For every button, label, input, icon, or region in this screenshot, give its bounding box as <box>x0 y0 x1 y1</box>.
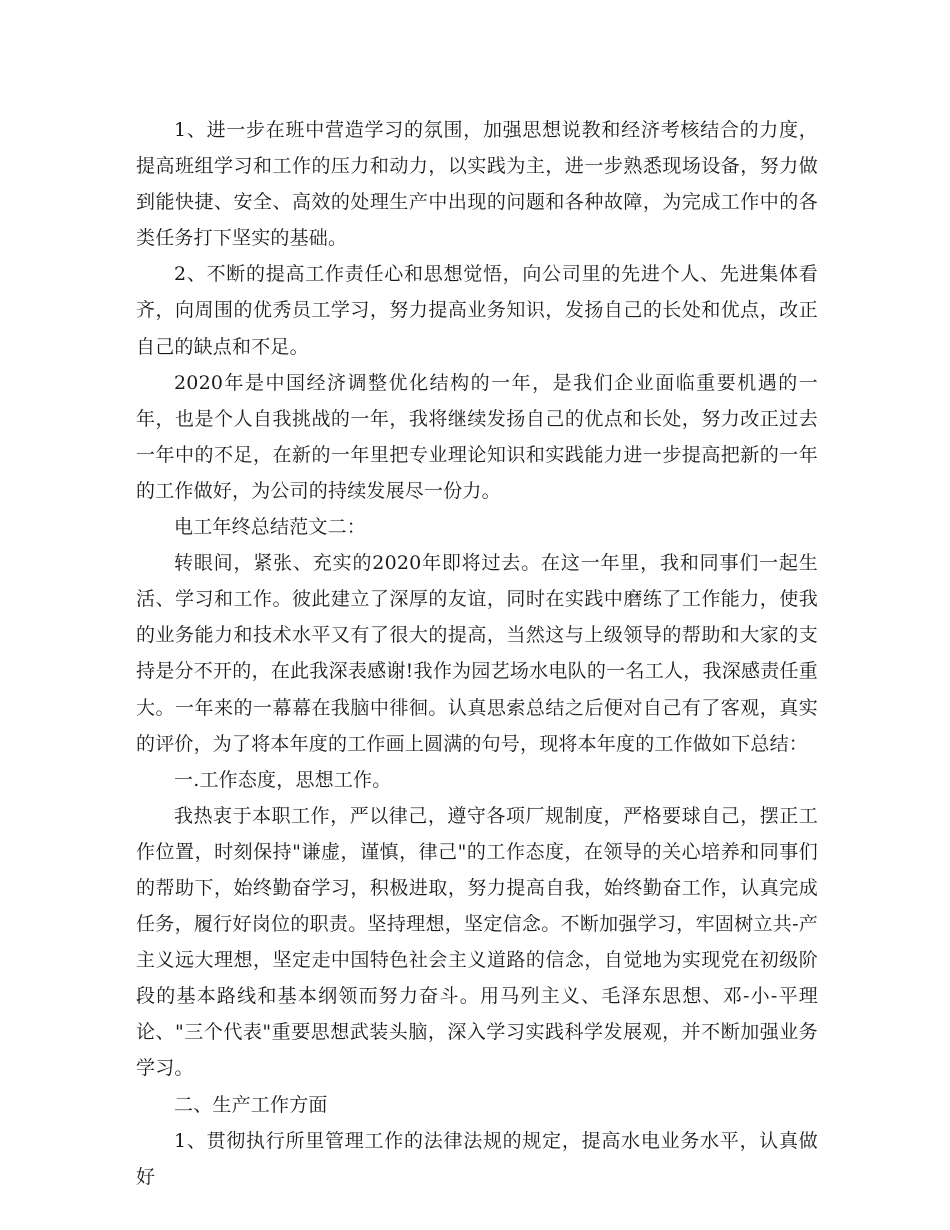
paragraph-2: 2、不断的提高工作责任心和思想觉悟，向公司里的先进个人、先进集体看齐，向周围的优秀员工学习，努力提高业务知识，发扬自己的长处和优点，改正自己的缺点和不足。 <box>136 263 818 358</box>
section-heading-production-work: 二、生产工作方面 <box>174 1093 328 1116</box>
paragraph-5: 转眼间，紧张、充实的2020年即将过去。在这一年里，我和同事们一起生活、学习和工作。彼此建立了深厚的友谊，同时在实践中磨练了工作能力，使我的业务能力和技术水平又有了很大的提高，当然这与上级领导的帮助和大家的支持是分不开的，在此我深表感谢!我作为园艺场水电队的一名工人，我深感责任重大。一年来的一幕幕在我脑中徘徊。认真思索总结之后便对自己有了客观，真实的评价，为了将本年度的工作画上圆满的句号，现将本年度的工作做如下总结： <box>136 552 818 755</box>
paragraph-9: 1、贯彻执行所里管理工作的法律法规的规定，提高水电业务水平，认真做好 <box>136 1129 818 1188</box>
section-title-sample-two: 电工年终总结范文二： <box>174 516 367 539</box>
section-heading-work-attitude: 一.工作态度，思想工作。 <box>174 768 392 791</box>
paragraph-7: 我热衷于本职工作，严以律己，遵守各项厂规制度，严格要球自己，摆正工作位置，时刻保持"谦虚，谨慎，律己"的工作态度，在领导的关心培养和同事们的帮助下，始终勤奋学习，积极进取，努力提高自我，始终勤奋工作，认真完成任务，履行好岗位的职责。坚持理想，坚定信念。不断加强学习，牢固树立共-产主义远大理想，坚定走中国特色社会主义道路的信念，自觉地为实现党在初级阶段的基本路线和基本纲领而努力奋斗。用马列主义、毛泽东思想、邓-小-平理论、"三个代表"重要思想武装头脑，深入学习实践科学发展观，并不断加强业务学习。 <box>136 804 818 1080</box>
paragraph-3: 2020年是中国经济调整优化结构的一年，是我们企业面临重要机遇的一年，也是个人自我挑战的一年，我将继续发扬自己的优点和长处，努力改正过去一年中的不足，在新的一年里把专业理论知识和实践能力进一步提高把新的一年的工作做好，为公司的持续发展尽一份力。 <box>136 371 818 502</box>
paragraph-1: 1、进一步在班中营造学习的氛围，加强思想说教和经济考核结合的力度，提高班组学习和工作的压力和动力，以实践为主，进一步熟悉现场设备，努力做到能快捷、安全、高效的处理生产中出现的问题和各种故障，为完成工作中的各类任务打下坚实的基础。 <box>136 119 818 250</box>
